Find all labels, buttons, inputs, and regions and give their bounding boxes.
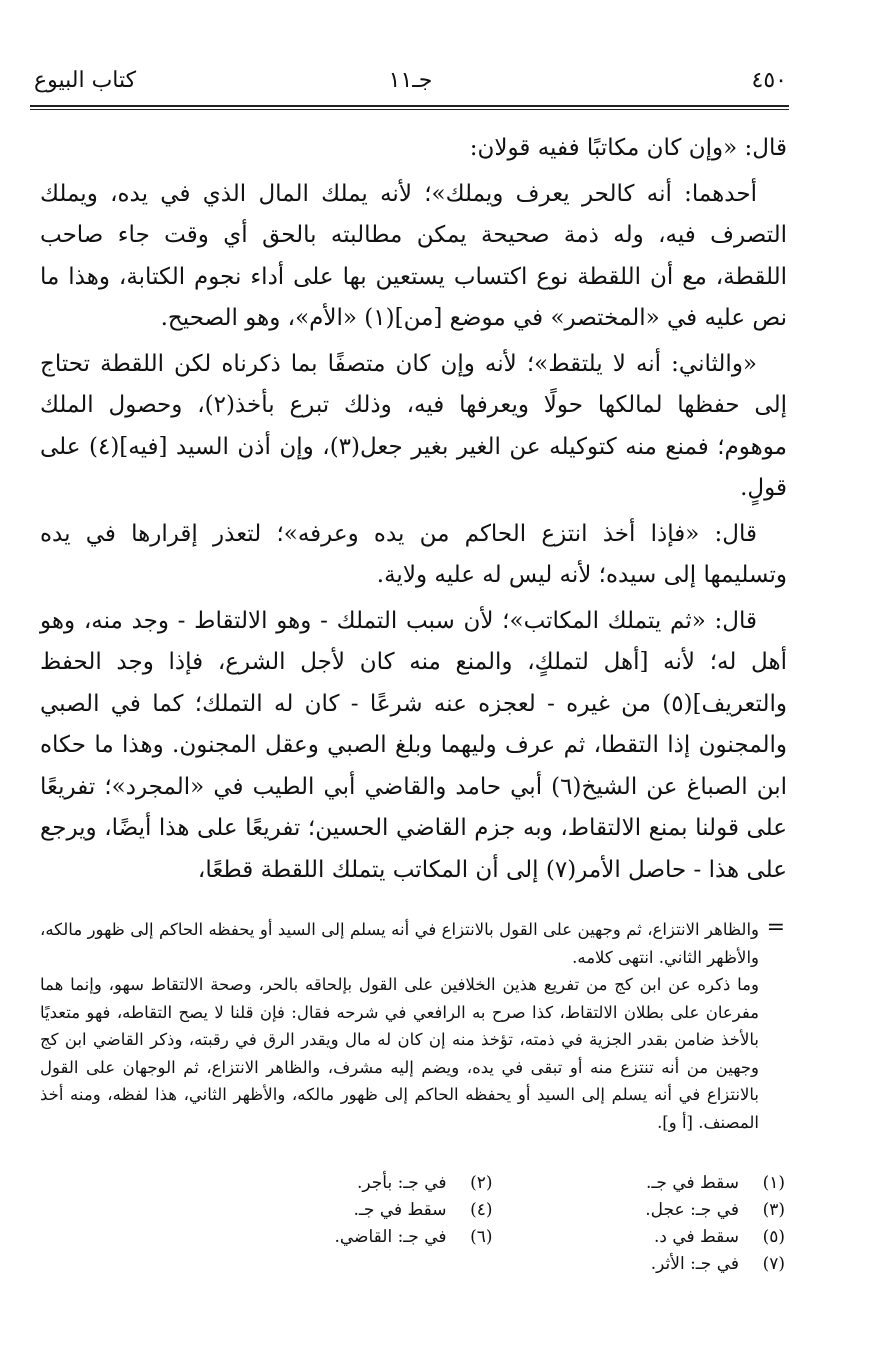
footnote-item: [533, 1251, 786, 1278]
footnote-number: (٧): [762, 1254, 785, 1274]
page-header: [34, 62, 787, 102]
volume-label: جـ١١: [388, 68, 433, 93]
footnote-item: [533, 1197, 786, 1224]
paragraph: قال: «ثم يتملك المكاتب»؛ لأن سبب التملك - وهو الالتقاط - وجد منه، وهو أهل له؛ لأنه [أهل لتملكٍ، والمنع منه كان لأجل الشرع، فإذا وجد الحفظ والتعريف](٥) من غيره - لعجزه عنه شرعًا - كان له التملك؛ كما في الصبي والمجنون إذا التقطا، ثم عرف وليهما وبلغ الصبي وعقل المجنون. وهذا ما حكاه ابن الصباغ عن الشيخ(٦) أبي حامد والقاضي أبي الطيب في «المجرد»؛ تفريعًا على قولنا بمنع الالتقاط، وبه جزم القاضي الحسين؛ تفريعًا على هذا أيضًا، ويرجع على هذا - حاصل الأمر(٧) إلى أن المكاتب يتملك اللقطة قطعًا،: [40, 607, 788, 883]
note-paragraph: وما ذكره عن ابن كج من تفريع هذين الخلافين على القول بإلحاقه بالحر، وصحة الالتقاط سهو، وإنما هما مفرعان على بطلان الالتقاط، كذا صرح به الرافعي في شرحه فقال: فإن قلنا لا يصح التقاطه، فهو متعديًا بالأخذ ضامن بقدر الجزية في ذمته، تؤخذ منه إن كان له مال ويقدر الرق في رقبته، وذكر القاضي ابن كج وجهين من أنه تنتزع منه أو تبقى في يده، ويضم إليه مشرف، والظاهر الانتزاع، ثم الوجهان على القول بالانتزاع في أنه يسلم إلى السيد أو يحفظه الحاكم إلى ظهور مالكه، والأظهر الثاني، هذا لفظه، ومنه أخذ المصنف. [أ و].: [40, 975, 759, 1132]
footnote-text: في جـ: القاضي.: [334, 1227, 447, 1247]
note-paragraph: والظاهر الانتزاع، ثم وجهين على القول بالانتزاع في أنه يسلم إلى السيد أو يحفظه الحاكم إلى ظهور مالكه، والأظهر الثاني. انتهى كلامه.: [40, 920, 759, 967]
footnote-number: (٢): [470, 1173, 493, 1193]
paragraph: «والثاني: أنه لا يلتقط»؛ لأنه وإن كان متصفًا بما ذكرناه لكن اللقطة تحتاج إلى حفظها لمالكها حولًا ويعرفها فيه، وذلك تبرع بأخذ(٢)، وحصول الملك موهوم؛ فمنع منه كتوكيله عن الغير بغير جعل(٣)، وإن أذن السيد [فيه](٤) على قولٍ.: [40, 350, 788, 501]
footnote-text: في جـ: الأثر.: [650, 1254, 739, 1274]
page-number: ٤٥٠: [751, 68, 787, 93]
footnote-text: سقط في د.: [653, 1227, 739, 1247]
paragraph: أحدهما: أنه كالحر يعرف ويملك»؛ لأنه يملك المال الذي في يده، ويملك التصرف فيه، وله ذمة صحيحة يمكن مطالبته بالحق أي وقت جاء صاحب اللقطة، مع أن اللقطة نوع اكتساب يستعين بها على أداء نجوم الكتابة، وهذا ما نص عليه في «المختصر» في موضع [من](١) «الأم»، وهو الصحيح.: [40, 180, 787, 331]
main-text: [40, 128, 787, 895]
footnote-text: في جـ: بأجر.: [356, 1173, 447, 1193]
notes-continuation-mark: =: [766, 915, 785, 940]
footnote-number: (١): [762, 1173, 785, 1193]
footnote-text: سقط في جـ.: [646, 1173, 739, 1193]
footnote-item: [240, 1224, 493, 1251]
footnote-item: [240, 1197, 493, 1224]
footnote-number: (٦): [470, 1227, 493, 1247]
footnote-item: [533, 1170, 786, 1197]
footnote-item: [533, 1224, 786, 1251]
footnote-number: (٥): [762, 1227, 785, 1247]
header-rule: [30, 105, 789, 110]
footnotes: [240, 1170, 785, 1278]
footnote-item: [240, 1170, 493, 1197]
book-title: كتاب البيوع: [34, 68, 137, 93]
notes-section: [40, 916, 759, 1136]
footnote-text: سقط في جـ.: [353, 1200, 447, 1220]
paragraph: قال: «فإذا أخذ انتزع الحاكم من يده وعرفه»؛ لتعذر إقرارها في يده وتسليمها إلى سيده؛ لأنه ليس له عليه ولاية.: [40, 520, 787, 588]
paragraph: قال: «وإن كان مكاتبًا ففيه قولان:: [469, 135, 787, 161]
footnote-number: (٤): [470, 1200, 493, 1220]
footnote-text: في جـ: عجل.: [645, 1200, 739, 1220]
footnote-number: (٣): [762, 1200, 785, 1220]
